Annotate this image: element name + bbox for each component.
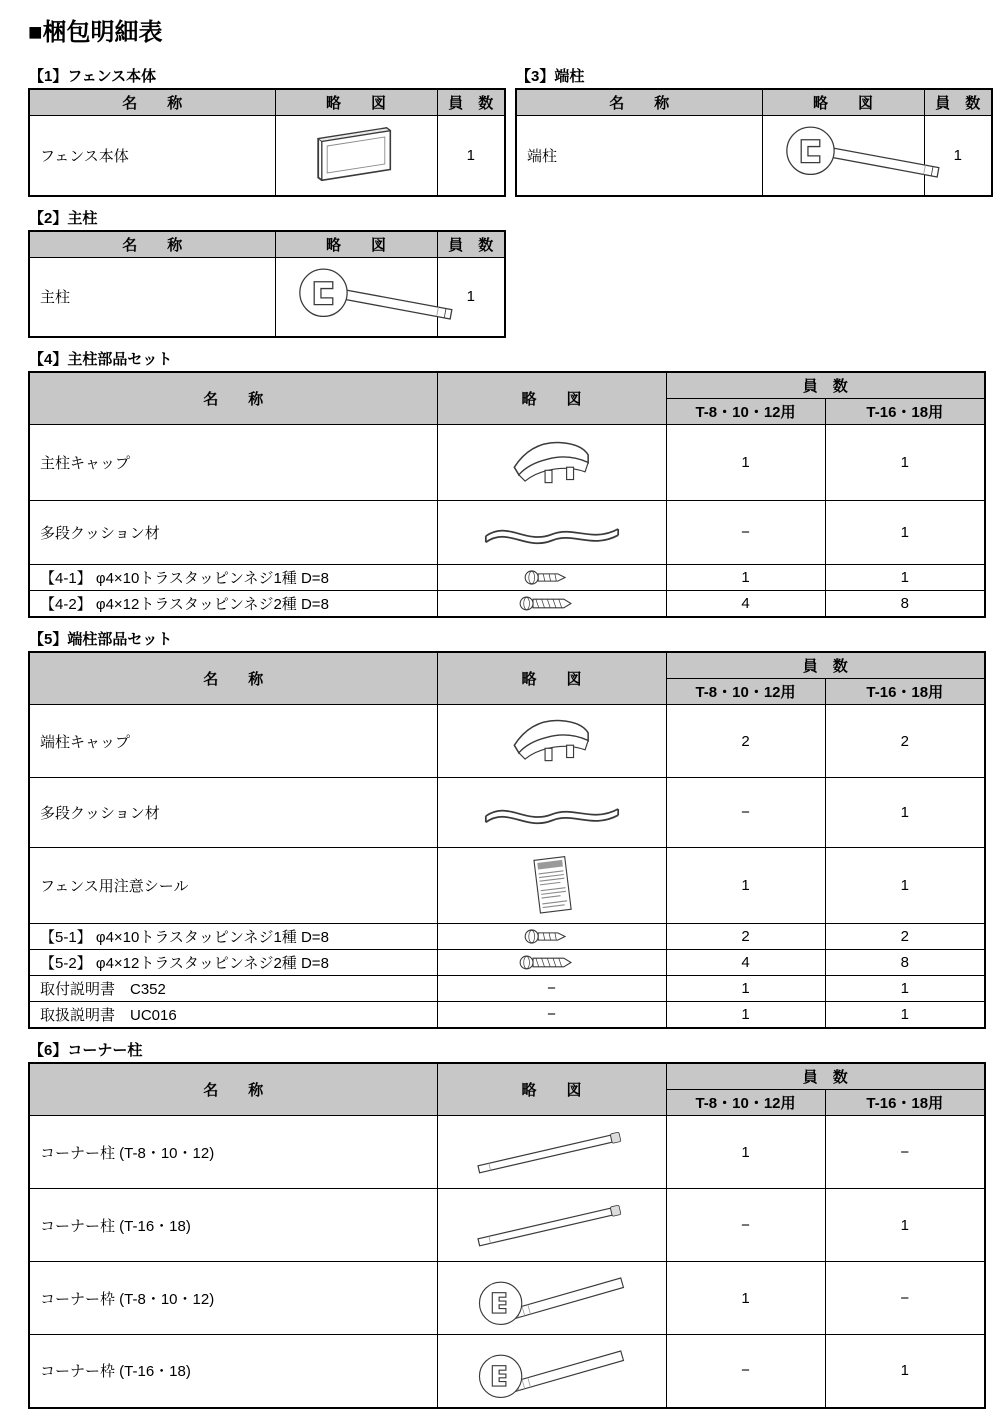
- qty-t8-value: 1: [666, 976, 825, 1002]
- sketch-cell: [437, 705, 666, 778]
- section-corner-post: [28, 1039, 992, 1409]
- sketch-cell: [762, 116, 924, 196]
- part-name: コーナー枠 (T-16・18): [29, 1335, 437, 1408]
- qty-t16-value: 2: [825, 705, 985, 778]
- table-row: [516, 116, 992, 196]
- col-header-sketch: 略 図: [437, 372, 666, 425]
- table-row: [29, 924, 985, 950]
- qty-value: 1: [924, 116, 992, 196]
- corner-post-icon: [454, 1120, 650, 1184]
- qty-t16-value: 1: [825, 565, 985, 591]
- table1-caption: 【1】フェンス本体: [29, 68, 157, 85]
- caution-seal-icon: [522, 851, 582, 921]
- qty-t16-value: 8: [825, 950, 985, 976]
- part-name: フェンス本体: [29, 116, 275, 196]
- qty-value: 1: [437, 116, 505, 196]
- qty-t16-value: 1: [825, 1002, 985, 1029]
- col-header-name: 名 称: [516, 89, 762, 116]
- table-row: [29, 1189, 985, 1262]
- corner-frame-icon: [454, 1337, 650, 1405]
- table-row: [29, 778, 985, 848]
- table-corner-post: [28, 1062, 986, 1409]
- col-header-name: 名 称: [29, 1063, 437, 1116]
- col-header-name: 名 称: [29, 89, 275, 116]
- sketch-cell: [437, 848, 666, 924]
- part-name: 取付説明書 C352: [29, 976, 437, 1002]
- qty-t8-value: 1: [666, 1002, 825, 1029]
- part-name: 主柱: [29, 257, 275, 337]
- corner-post-icon: [454, 1193, 650, 1257]
- section-fence-body: [28, 65, 506, 197]
- table-row: [29, 565, 985, 591]
- col-header-qty: 員 数: [437, 231, 505, 258]
- qty-t16-value: 1: [825, 976, 985, 1002]
- qty-t16-value: 8: [825, 591, 985, 618]
- table-end-post: [515, 88, 993, 197]
- table3-caption: 【3】端柱: [516, 68, 585, 85]
- part-name: 端柱: [516, 116, 762, 196]
- qty-t16-value: 1: [825, 1335, 985, 1408]
- section-main-post: [28, 207, 506, 339]
- qty-t16-value: −: [825, 1262, 985, 1335]
- screw-type2-icon: [518, 594, 586, 613]
- table-row: [29, 1262, 985, 1335]
- sketch-cell: [437, 565, 666, 591]
- qty-t16-value: 1: [825, 501, 985, 565]
- qty-t8-value: −: [666, 1335, 825, 1408]
- screw-type1-icon: [523, 568, 581, 587]
- section-end-post: [515, 65, 993, 197]
- part-name: コーナー柱 (T-16・18): [29, 1189, 437, 1262]
- col-header-sketch: 略 図: [275, 89, 437, 116]
- post-cap-icon: [502, 430, 602, 496]
- corner-frame-icon: [454, 1264, 650, 1332]
- part-name: 主柱キャップ: [29, 425, 437, 501]
- left-column: [28, 65, 506, 338]
- cushion-icon: [477, 513, 627, 553]
- col-header-sketch: 略 図: [762, 89, 924, 116]
- table-row: [29, 950, 985, 976]
- table-row: [29, 976, 985, 1002]
- col-header-qty-group: 員 数: [666, 372, 985, 399]
- qty-t8-value: 1: [666, 565, 825, 591]
- section-main-post-parts: [28, 348, 992, 618]
- table4-caption: 【4】主柱部品セット: [29, 351, 173, 368]
- sketch-cell: [437, 425, 666, 501]
- part-name: 【5-1】 φ4×10トラスタッピンネジ1種 D=8: [29, 924, 437, 950]
- table-row: [29, 1002, 985, 1029]
- col-header-t8: T-8・10・12用: [666, 399, 825, 425]
- table-row: [29, 1335, 985, 1408]
- col-header-t16: T-16・18用: [825, 399, 985, 425]
- sketch-cell: [437, 924, 666, 950]
- table5-caption: 【5】端柱部品セット: [29, 631, 173, 648]
- table-row: [29, 257, 505, 337]
- sketch-cell: [437, 1335, 666, 1408]
- qty-t8-value: 1: [666, 848, 825, 924]
- col-header-t8: T-8・10・12用: [666, 679, 825, 705]
- col-header-t16: T-16・18用: [825, 679, 985, 705]
- qty-t8-value: 4: [666, 591, 825, 618]
- fence-panel-icon: [293, 119, 419, 191]
- sketch-cell: [437, 1116, 666, 1189]
- screw-type1-icon: [523, 927, 581, 946]
- sketch-cell: [437, 1262, 666, 1335]
- sketch-cell: [437, 1189, 666, 1262]
- table-main-post: [28, 230, 506, 339]
- qty-t8-value: 4: [666, 950, 825, 976]
- col-header-t8: T-8・10・12用: [666, 1090, 825, 1116]
- part-name: 端柱キャップ: [29, 705, 437, 778]
- part-name: 【4-2】 φ4×12トラスタッピンネジ2種 D=8: [29, 591, 437, 618]
- qty-t16-value: −: [825, 1116, 985, 1189]
- qty-t8-value: 1: [666, 1116, 825, 1189]
- screw-type2-icon: [518, 953, 586, 972]
- part-name: 【5-2】 φ4×12トラスタッピンネジ2種 D=8: [29, 950, 437, 976]
- qty-t8-value: 1: [666, 425, 825, 501]
- sketch-cell: [437, 950, 666, 976]
- qty-t8-value: −: [666, 501, 825, 565]
- col-header-t16: T-16・18用: [825, 1090, 985, 1116]
- sketch-dash: −: [437, 1002, 666, 1029]
- table2-caption: 【2】主柱: [29, 209, 98, 227]
- col-header-sketch: 略 図: [437, 652, 666, 705]
- qty-t16-value: 1: [825, 848, 985, 924]
- part-name: フェンス用注意シール: [29, 848, 437, 924]
- qty-t8-value: 1: [666, 1262, 825, 1335]
- col-header-sketch: 略 図: [275, 231, 437, 258]
- sketch-cell: [437, 778, 666, 848]
- sketch-cell: [437, 501, 666, 565]
- sketch-cell: [275, 257, 437, 337]
- table-row: [29, 848, 985, 924]
- part-name: 多段クッション材: [29, 778, 437, 848]
- col-header-qty: 員 数: [924, 89, 992, 116]
- qty-t16-value: 1: [825, 425, 985, 501]
- table-row: [29, 591, 985, 618]
- table-row: [29, 501, 985, 565]
- qty-t8-value: −: [666, 1189, 825, 1262]
- qty-value: 1: [437, 257, 505, 337]
- right-column: [515, 65, 993, 197]
- col-header-qty: 員 数: [437, 89, 505, 116]
- qty-t8-value: 2: [666, 705, 825, 778]
- table-fence-body: [28, 88, 506, 197]
- qty-t16-value: 1: [825, 778, 985, 848]
- table-row: [29, 116, 505, 196]
- part-name: 【4-1】 φ4×10トラスタッピンネジ1種 D=8: [29, 565, 437, 591]
- table-main-post-parts: [28, 371, 986, 618]
- table-row: [29, 425, 985, 501]
- section-end-post-parts: [28, 628, 992, 1029]
- qty-t16-value: 2: [825, 924, 985, 950]
- sketch-dash: −: [437, 976, 666, 1002]
- part-name: 多段クッション材: [29, 501, 437, 565]
- part-name: コーナー枠 (T-8・10・12): [29, 1262, 437, 1335]
- qty-t8-value: 2: [666, 924, 825, 950]
- table-row: [29, 705, 985, 778]
- top-tables-row: [28, 65, 992, 338]
- col-header-qty-group: 員 数: [666, 652, 985, 679]
- table-row: [29, 1116, 985, 1189]
- part-name: コーナー柱 (T-8・10・12): [29, 1116, 437, 1189]
- part-name: 取扱説明書 UC016: [29, 1002, 437, 1029]
- sketch-cell: [437, 591, 666, 618]
- sketch-cell: [275, 116, 437, 196]
- qty-t16-value: 1: [825, 1189, 985, 1262]
- cushion-icon: [477, 793, 627, 833]
- col-header-name: 名 称: [29, 231, 275, 258]
- col-header-qty-group: 員 数: [666, 1063, 985, 1090]
- col-header-name: 名 称: [29, 652, 437, 705]
- table-end-post-parts: [28, 651, 986, 1029]
- table6-caption: 【6】コーナー柱: [29, 1042, 143, 1059]
- qty-t8-value: −: [666, 778, 825, 848]
- col-header-sketch: 略 図: [437, 1063, 666, 1116]
- page-title: ■梱包明細表: [28, 19, 163, 46]
- end-cap-icon: [502, 708, 602, 774]
- col-header-name: 名 称: [29, 372, 437, 425]
